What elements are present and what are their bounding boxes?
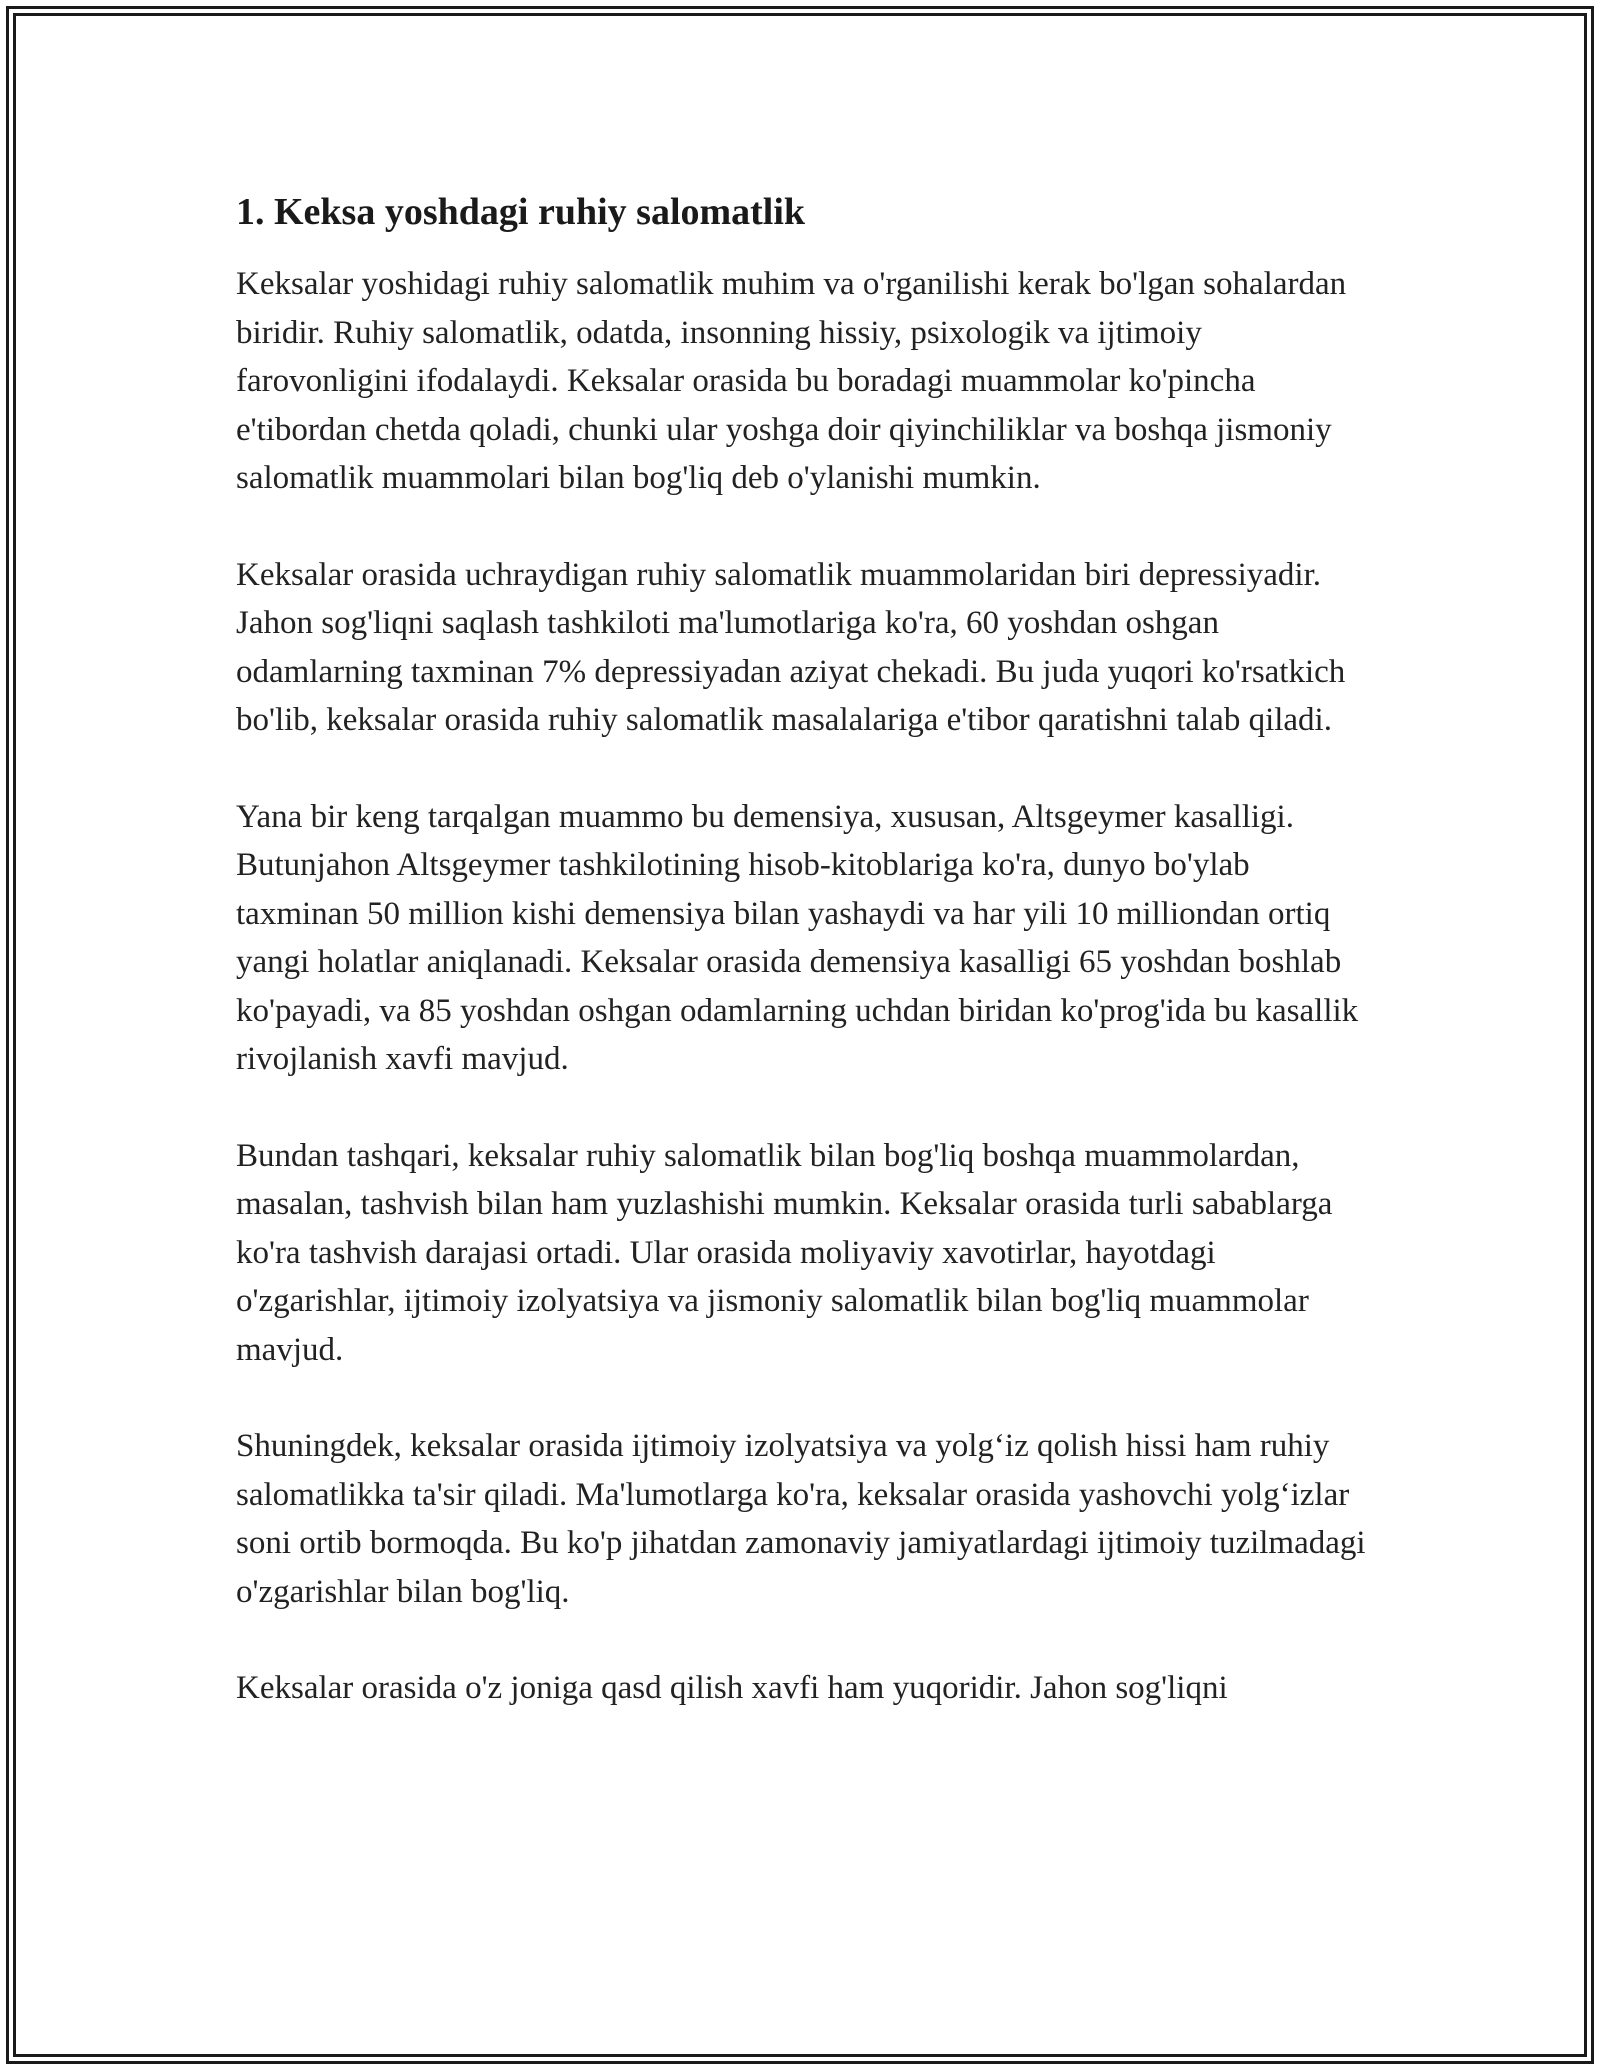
paragraph-intro: Keksalar yoshidagi ruhiy salomatlik muhim va o'rganilishi kerak bo'lgan sohalardan biridir. Ruhiy salomatlik, odatda, insonning hissiy, psixologik va ijtimoiy farovonligini ifodalaydi. Keksalar orasida bu boradagi muammolar ko'pincha e'tibordan chetda qoladi, chunki ular yoshga doir qiyinchiliklar va boshqa jismoniy salomatlik muammolari bilan bog'liq deb o'ylanishi mumkin.	[236, 266, 1347, 496]
section-heading: 1. Keksa yoshdagi ruhiy salomatlik	[236, 191, 806, 233]
paragraph-suicide-risk: Keksalar orasida o'z joniga qasd qilish xavfi ham yuqoridir. Jahon sog'liqni	[236, 1670, 1228, 1706]
paragraph-isolation: Shuningdek, keksalar orasida ijtimoiy izolyatsiya va yolg‘iz qolish hissi ham ruhiy salomatlikka ta'sir qiladi. Ma'lumotlarga ko'ra, keksalar orasida yashovchi yolg‘izlar soni ortib bormoqda. Bu ko'p jihatdan zamonaviy jamiyatlardagi ijtimoiy tuzilmadagi o'zgarishlar bilan bog'liq.	[236, 1428, 1366, 1610]
paragraph-anxiety: Bundan tashqari, keksalar ruhiy salomatlik bilan bog'liq boshqa muammolardan, masalan, tashvish bilan ham yuzlashishi mumkin. Keksalar orasida turli sabablarga ko'ra tashvish darajasi ortadi. Ular orasida moliyaviy xavotirlar, hayotdagi o'zgarishlar, ijtimoiy izolyatsiya va jismoniy salomatlik bilan bog'liq muammolar mavjud.	[236, 1137, 1333, 1368]
document-body	[236, 186, 1376, 1761]
paragraph-dementia: Yana bir keng tarqalgan muammo bu demensiya, xususan, Altsgeymer kasalligi. Butunjahon Altsgeymer tashkilotining hisob-kitoblariga ko'ra, dunyo bo'ylab taxminan 50 million kishi demensiya bilan yashaydi va har yili 10 milliondan ortiq yangi holatlar aniqlanadi. Keksalar orasida demensiya kasalligi 65 yoshdan boshlab ko'payadi, va 85 yoshdan oshgan odamlarning uchdan biridan ko'prog'ida bu kasallik rivojlanish xavfi mavjud.	[236, 798, 1359, 1077]
paragraph-depression: Keksalar orasida uchraydigan ruhiy salomatlik muammolaridan biri depressiyadir. Jahon sog'liqni saqlash tashkiloti ma'lumotlariga ko'ra, 60 yoshdan oshgan odamlarning taxminan 7% depressiyadan aziyat chekadi. Bu juda yuqori ko'rsatkich bo'lib, keksalar orasida ruhiy salomatlik masalalariga e'tibor qaratishni talab qiladi.	[236, 556, 1346, 738]
